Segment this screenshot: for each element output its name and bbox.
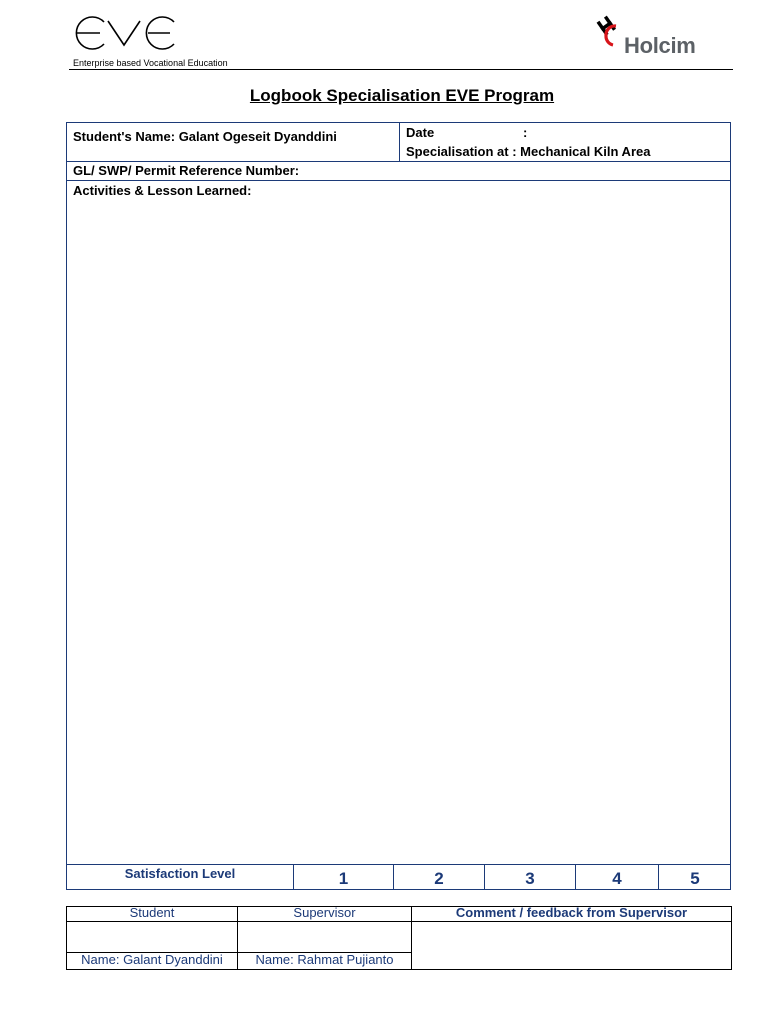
tagline: Enterprise based Vocational Education (73, 58, 228, 68)
satisfaction-option-1[interactable]: 1 (338, 869, 349, 888)
student-name-label: Student's Name: (73, 129, 176, 144)
student-column-header: Student (129, 905, 175, 920)
page-title: Logbook Specialisation EVE Program (249, 86, 555, 105)
date-label: Date (406, 125, 435, 140)
supervisor-signature-box[interactable] (238, 922, 411, 952)
row-divider-2 (66, 180, 731, 181)
comment-column-header: Comment / feedback from Supervisor (455, 905, 688, 920)
eve-logo (70, 12, 178, 54)
satisfaction-option-5[interactable]: 5 (690, 869, 700, 888)
supervisor-comment-box[interactable] (412, 922, 731, 969)
satisfaction-option-2[interactable]: 2 (434, 869, 444, 888)
name-date-divider (399, 122, 400, 162)
student-signature-box[interactable] (67, 922, 237, 952)
header-divider (69, 69, 733, 70)
specialisation-value: Mechanical Kiln Area (520, 144, 651, 159)
student-name-value: Galant Ogeseit Dyanddini (178, 129, 337, 144)
activities-label: Activities & Lesson Learned: (73, 183, 252, 198)
student-name-field (73, 129, 337, 144)
row-divider-1 (66, 161, 731, 162)
specialisation-label: Specialisation at : (406, 144, 517, 159)
reference-number-label: GL/ SWP/ Permit Reference Number: (73, 163, 300, 178)
student-name-signature: Name: Galant Dyanddini (81, 952, 223, 967)
activities-area[interactable] (67, 200, 730, 863)
holcim-wordmark: Holcim (624, 33, 696, 58)
satisfaction-row-divider (66, 864, 731, 865)
specialisation-field (406, 144, 650, 159)
supervisor-name-signature: Name: Rahmat Pujianto (255, 952, 394, 967)
satisfaction-option-4[interactable]: 4 (612, 869, 622, 888)
satisfaction-level-label: Satisfaction Level (124, 866, 236, 881)
date-colon: : (523, 125, 528, 140)
supervisor-column-header: Supervisor (293, 905, 356, 920)
satisfaction-option-3[interactable]: 3 (525, 869, 535, 888)
